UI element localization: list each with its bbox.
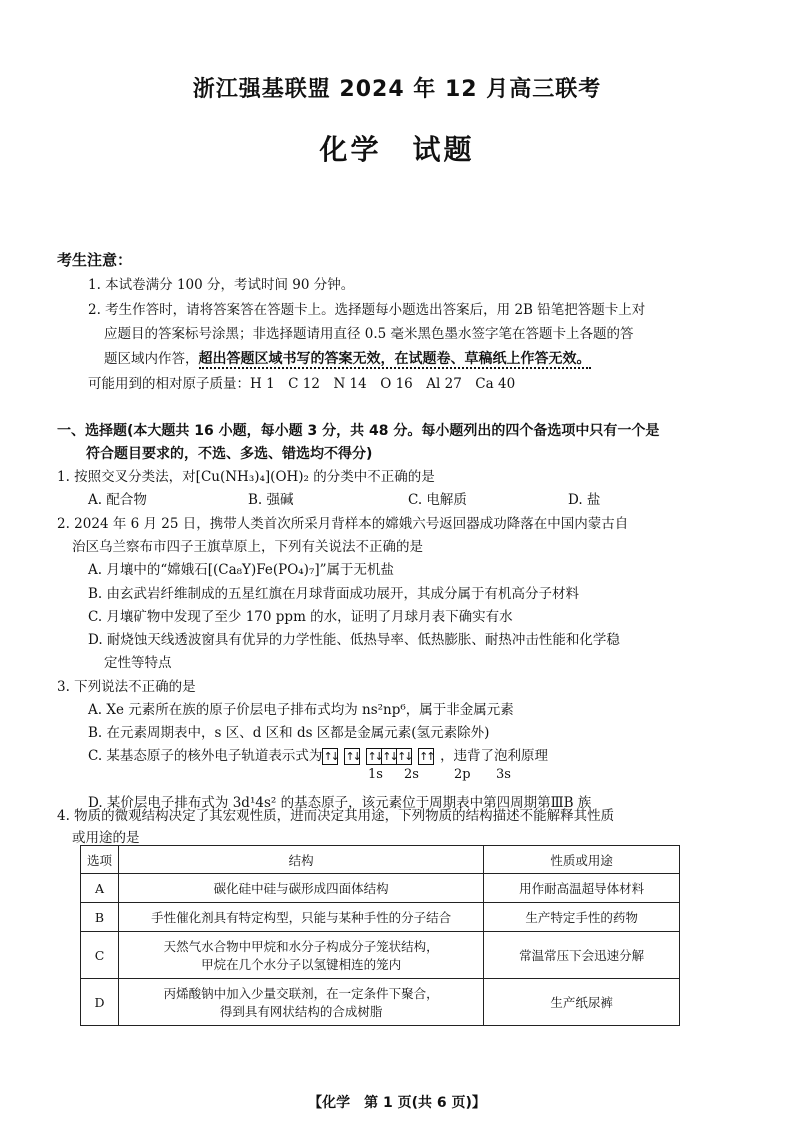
table-cell-structure: [118, 932, 483, 979]
atomic-masses: 可能用到的相对原子质量：H 1 C 12 N 14 O 16 Al 27 Ca 40: [88, 376, 516, 392]
table-row: [81, 874, 680, 903]
table-header-structure: 结构: [118, 846, 483, 874]
question-2-option-c: C. 月壤矿物中发现了至少 170 ppm 的水，证明了月球月表下确实有水: [88, 609, 513, 625]
question-3-option-c-prefix: C. 某基态原子的核外电子轨道表示式为: [88, 748, 323, 764]
question-3-option-a: A. Xe 元素所在族的原子价层电子排布式均为 ns²np⁶，属于非金属元素: [88, 702, 514, 718]
table-row: [81, 979, 680, 1026]
table-header-option: 选项: [81, 846, 119, 874]
table-cell-structure: [118, 979, 483, 1026]
orbital-label-2s: 2s: [404, 767, 419, 782]
table-cell-option: B: [81, 903, 119, 932]
table-cell-structure: 碳化硅中硅与碳形成四面体结构: [118, 874, 483, 903]
orbital-2p-box: ↑↓ ↑↓ ↑↓: [367, 750, 412, 763]
question-1-stem: 1. 按照交叉分类法，对[Cu(NH₃)₄](OH)₂ 的分类中不正确的是: [57, 469, 435, 485]
question-2-option-a: A. 月壤中的“嫦娥石[(Ca₈Y)Fe(PO₄)₇]”属于无机盐: [88, 562, 395, 578]
orbital-label-1s: 1s: [368, 767, 383, 782]
notice-item-2-line-2: 应题目的答案标号涂黑；非选择题请用直径 0.5 毫米黑色墨水签字笔在答题卡上各题的答: [104, 326, 634, 342]
question-1-option-a: A. 配合物: [88, 492, 147, 508]
section-heading-line-2: 符合题目要求的，不选、多选、错选均不得分): [86, 446, 373, 462]
question-4-stem-line-1: 4. 物质的微观结构决定了其宏观性质，进而决定其用途，下列物质的结构描述不能解释其性质: [57, 808, 615, 824]
table-row: [81, 932, 680, 979]
notice-item-2-line-3: [104, 347, 591, 368]
notice-item-2-prefix: 题区域内作答，: [104, 351, 199, 367]
table-cell-structure-line: 甲烷在几个水分子以氢键相连的笼内: [201, 957, 402, 972]
question-3-option-c-suffix: ，违背了泡利原理: [440, 748, 549, 764]
question-1-option-d: D. 盐: [568, 492, 601, 508]
page-footer: 【化学 第 1 页(共 6 页)】: [308, 1095, 486, 1111]
table-cell-property: 用作耐高温超导体材料: [484, 874, 680, 903]
orbital-label-2p: 2p: [454, 767, 471, 782]
question-4-stem-line-2: 或用途的是: [72, 830, 140, 846]
question-2-stem-line-2: 治区乌兰察布市四子王旗草原上，下列有关说法不正确的是: [72, 539, 423, 555]
orbital-2s-box: ↑↓: [345, 750, 360, 763]
notice-item-2-line-1: 2. 考生作答时，请将答案答在答题卡上。选择题每小题选出答案后，用 2B 铅笔把答题卡上对: [88, 302, 646, 318]
subject-title: 化学 试题: [319, 133, 475, 166]
table-cell-property: 常温常压下会迅速分解: [484, 932, 680, 979]
notice-emphasis: 超出答题区域书写的答案无效，在试题卷、草稿纸上作答无效。: [198, 351, 591, 367]
question-2-stem-line-1: 2. 2024 年 6 月 25 日，携带人类首次所采月背样本的嫦娥六号返回器成功降落在中国内蒙古自: [57, 516, 629, 532]
table-row: [81, 903, 680, 932]
table-header-property: 性质或用途: [484, 846, 680, 874]
orbital-1s-box: ↑↓: [323, 750, 338, 763]
question-3-option-d: D. 某价层电子排布式为 3d¹4s² 的基态原子，该元素位于周期表中第四周期第ⅢB 族: [88, 795, 592, 811]
question-3-option-b: B. 在元素周期表中，s 区、d 区和 ds 区都是金属元素(氢元素除外): [88, 725, 490, 741]
question-2-option-d-line-1: D. 耐烧蚀天线透波窗具有优异的力学性能、低热导率、低热膨胀、耐热冲击性能和化学稳: [88, 632, 620, 648]
question-2-option-d-line-2: 定性等特点: [104, 655, 172, 671]
section-heading-line-1: 一、选择题(本大题共 16 小题，每小题 3 分，共 48 分。每小题列出的四个备选项中只有一个是: [57, 423, 660, 439]
table-cell-structure-line: 天然气水合物中甲烷和水分子构成分子笼状结构，: [163, 939, 439, 954]
question-3-stem: 3. 下列说法不正确的是: [57, 679, 196, 695]
question-4-table: [80, 845, 680, 1026]
question-2-option-b: B. 由玄武岩纤维制成的五星红旗在月球背面成功展开，其成分属于有机高分子材料: [88, 586, 580, 602]
table-cell-option: A: [81, 874, 119, 903]
table-cell-structure-line: 得到具有网状结构的合成树脂: [219, 1004, 383, 1019]
notice-heading: 考生注意：: [57, 251, 133, 269]
orbital-label-3s: 3s: [496, 767, 511, 782]
table-cell-option: C: [81, 932, 119, 979]
table-cell-structure: 手性催化剂具有特定构型，只能与某种手性的分子结合: [118, 903, 483, 932]
table-cell-option: D: [81, 979, 119, 1026]
notice-item-1: 1. 本试卷满分 100 分，考试时间 90 分钟。: [88, 277, 355, 293]
table-header-row: [81, 846, 680, 874]
table-cell-property: 生产纸尿裤: [484, 979, 680, 1026]
orbital-3s-box: ↑↑: [419, 750, 434, 763]
question-1-option-c: C. 电解质: [408, 492, 467, 508]
question-3-option-c: [88, 744, 548, 765]
question-1-option-b: B. 强碱: [248, 492, 294, 508]
exam-title: 浙江强基联盟 2024 年 12 月高三联考: [192, 77, 602, 102]
table-cell-property: 生产特定手性的药物: [484, 903, 680, 932]
table-cell-structure-line: 丙烯酸钠中加入少量交联剂，在一定条件下聚合，: [163, 986, 439, 1001]
